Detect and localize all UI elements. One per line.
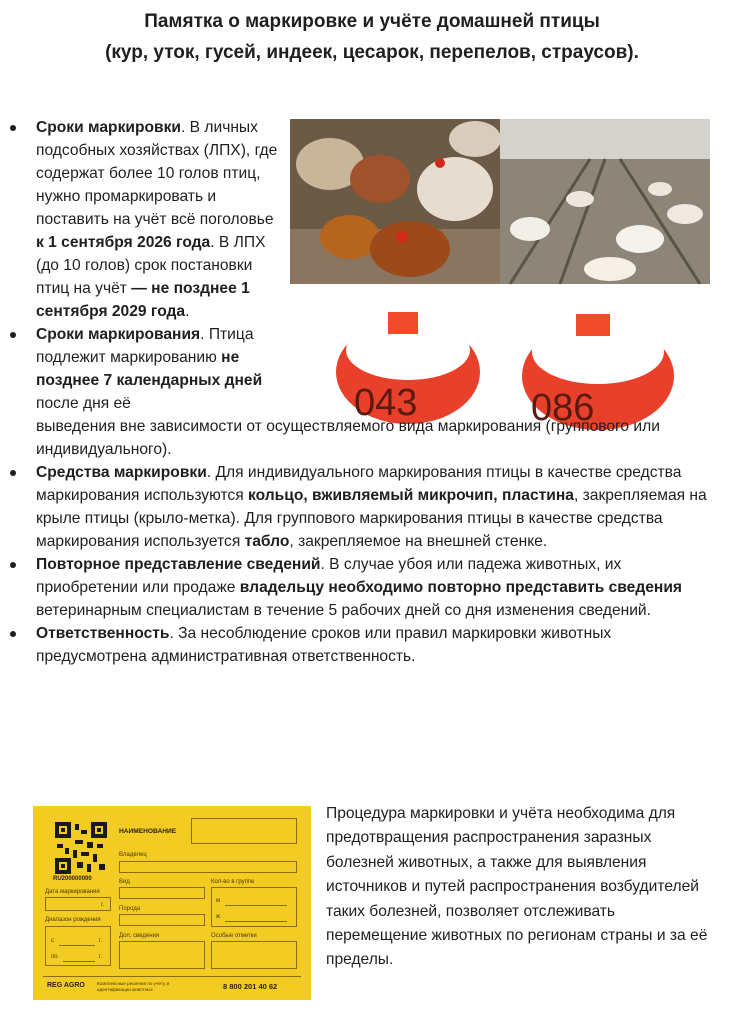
item-text: , закрепляемое на внешней стенке.: [289, 533, 548, 550]
item-text: . В личных подсобных хозяйствах (ЛПХ), где содержат более 10 голов птиц, нужно промаркировать и поставить на учёт всё поголовье: [36, 119, 278, 228]
tag-count-label: Кол-во в группе: [211, 879, 255, 885]
tag-kind-box: [119, 887, 205, 899]
item-heading: Сроки маркирования: [36, 326, 201, 343]
tag-male-label: м: [216, 898, 221, 904]
tag-female-line: [225, 921, 287, 922]
item-bold: — не позднее 1 сентября 2029 года: [36, 280, 250, 320]
list-item-resubmission: [36, 553, 710, 622]
list-item-marking-means: [36, 461, 710, 553]
tag-marking-date-label: Дата маркирования: [45, 889, 100, 895]
tag-birth-range-label: Диапазон рождения: [45, 917, 101, 923]
tag-marks-label: Особые отметки: [211, 933, 257, 939]
page-title: [0, 6, 744, 68]
qr-code-icon: [55, 822, 107, 874]
ring-number-right: 086: [531, 387, 595, 429]
tag-breed-box: [119, 914, 205, 926]
tag-extra-box: [119, 941, 205, 969]
item-text: . Птица подлежит маркированию: [36, 326, 254, 366]
tag-name-label: НАИМЕНОВАНИЕ: [119, 828, 177, 835]
item-heading: Повторное представление сведений: [36, 556, 321, 573]
tag-footer-divider: [43, 976, 301, 977]
tag-year-label: г.: [101, 902, 105, 908]
item-text: . За несоблюдение сроков или правил маркировки животных предусмотрена административная ответственность.: [36, 625, 612, 665]
tag-owner-box: [119, 861, 297, 873]
title-line-1: Памятка о маркировке и учёте домашней птицы: [144, 11, 600, 32]
tag-footer-note: Комплексные решения по учёту и идентификации животных: [97, 981, 170, 992]
item-heading: Средства маркировки: [36, 464, 207, 481]
item-heading: Сроки маркировки: [36, 119, 181, 136]
item-text: , закрепляемая на крыле птицы (крыло-метка). Для группового маркирования птицы в качестве средства маркирования используется: [36, 487, 707, 550]
tag-owner-label: Владелец: [119, 852, 147, 858]
reg-agro-logo: REG AGRO: [47, 982, 85, 989]
tag-to-label: по: [51, 954, 58, 960]
item-text: ветеринарным специалистам в течение 5 рабочих дней со дня изменения сведений.: [36, 602, 651, 619]
tag-name-box: [191, 818, 297, 844]
list-item-marking-deadline: [36, 116, 280, 323]
tag-phone: 8 800 201 40 62: [223, 982, 278, 991]
main-content: [36, 116, 710, 668]
item-text: после дня её: [36, 395, 131, 412]
item-text: . В случае убоя или падежа животных, их приобретении или продаже: [36, 556, 622, 596]
item-text: .: [185, 303, 190, 320]
item-text: . Для индивидуального маркирования птицы в качестве средства маркирования используются: [36, 464, 682, 504]
item-bold: не позднее 7 календарных дней: [36, 349, 263, 389]
tag-extra-label: Доп. сведения: [119, 933, 160, 939]
tag-from-line: [59, 945, 95, 946]
tag-marks-box: [211, 941, 297, 969]
tag-code: RU200000000: [53, 876, 92, 882]
item-text: . В ЛПХ (до 10 голов) срок постановки птиц на учёт: [36, 234, 266, 297]
tag-to-year-label: г.: [99, 954, 103, 960]
tag-from-label: с: [51, 938, 54, 944]
memo-list: [36, 116, 710, 668]
item-heading: Ответственность: [36, 625, 170, 642]
item-bold: табло: [244, 533, 290, 550]
list-item-responsibility: [36, 622, 710, 668]
title-line-2: (кур, уток, гусей, индеек, цесарок, перепелов, страусов).: [105, 42, 639, 63]
group-marking-tag: [33, 806, 311, 1000]
tag-to-line: [63, 961, 95, 962]
ring-number-left: 043: [354, 382, 418, 424]
tag-female-label: ж: [216, 914, 221, 920]
tag-from-year-label: г.: [99, 938, 103, 944]
tag-kind-label: Вид: [119, 879, 130, 885]
item-bold: владельцу необходимо повторно представить сведения: [239, 579, 683, 596]
tag-male-line: [225, 905, 287, 906]
item-bold: кольцо, вживляемый микрочип, пластина: [248, 487, 574, 504]
item-text: выведения вне зависимости от осуществляемого вида маркирования (группового или индивидуального).: [36, 418, 660, 458]
list-item-marking-timing: [36, 323, 710, 461]
item-bold: к 1 сентября 2026 года: [36, 234, 211, 251]
closing-paragraph: Процедура маркировки и учёта необходима для предотвращения распространения заразных болезней животных, а также для выявления источников и путей распространения возбудителей таких болезней, позволяет отслеживать перемещение животных по регионам страны и за её пределы.: [326, 805, 708, 969]
tag-breed-label: Порода: [119, 906, 141, 912]
